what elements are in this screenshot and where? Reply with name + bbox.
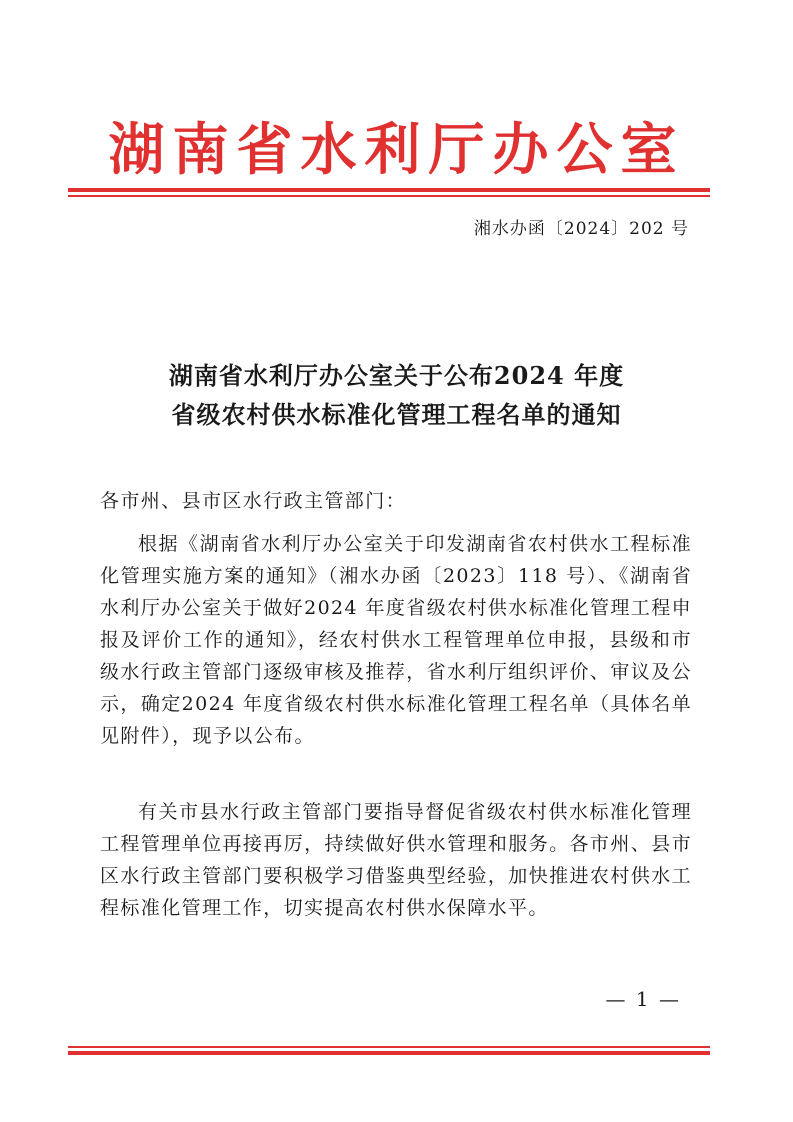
document-title-line-1: 湖南省水利厅办公室关于公布2024 年度 <box>168 361 625 390</box>
footer-red-rule-thick <box>68 1051 710 1055</box>
document-number: 湘水办函〔2024〕202 号 <box>473 219 689 239</box>
header-red-rule-thick <box>68 188 710 192</box>
page-number: — 1 — <box>605 987 681 1011</box>
body-paragraph-1: 根据《湖南省水利厅办公室关于印发湖南省农村供水工程标准化管理实施方案的通知》（湘水办函〔2023〕118 号）、《湖南省水利厅办公室关于做好2024 年度省级农村供水标准化管理工程申报及评价工作的通知》，经农村供水工程管理单位申报，县级和市级水行政主管部门逐级审核及推荐，省水利厅组织评价、审议及公示，确定2024 年度省级农村供水标准化管理工程名单（具体名单见附件），现予以公布。 <box>100 533 692 747</box>
document-title-line-2: 省级农村供水标准化管理工程名单的通知 <box>171 400 622 429</box>
body-paragraph-2: 有关市县水行政主管部门要指导督促省级农村供水标准化管理工程管理单位再接再厉，持续做好供水管理和服务。各市州、县市区水行政主管部门要积极学习借鉴典型经验，加快推进农村供水工程标准化管理工作，切实提高农村供水保障水平。 <box>100 801 692 919</box>
issuing-authority-title: 湖南省水利厅办公室 <box>108 117 685 183</box>
body-paragraph-1-block <box>100 528 692 752</box>
header-red-rule-thin <box>68 195 710 197</box>
body-paragraph-2-block <box>100 796 692 924</box>
footer-red-rule-thin <box>68 1046 710 1048</box>
salutation: 各市州、县市区水行政主管部门： <box>100 490 407 512</box>
